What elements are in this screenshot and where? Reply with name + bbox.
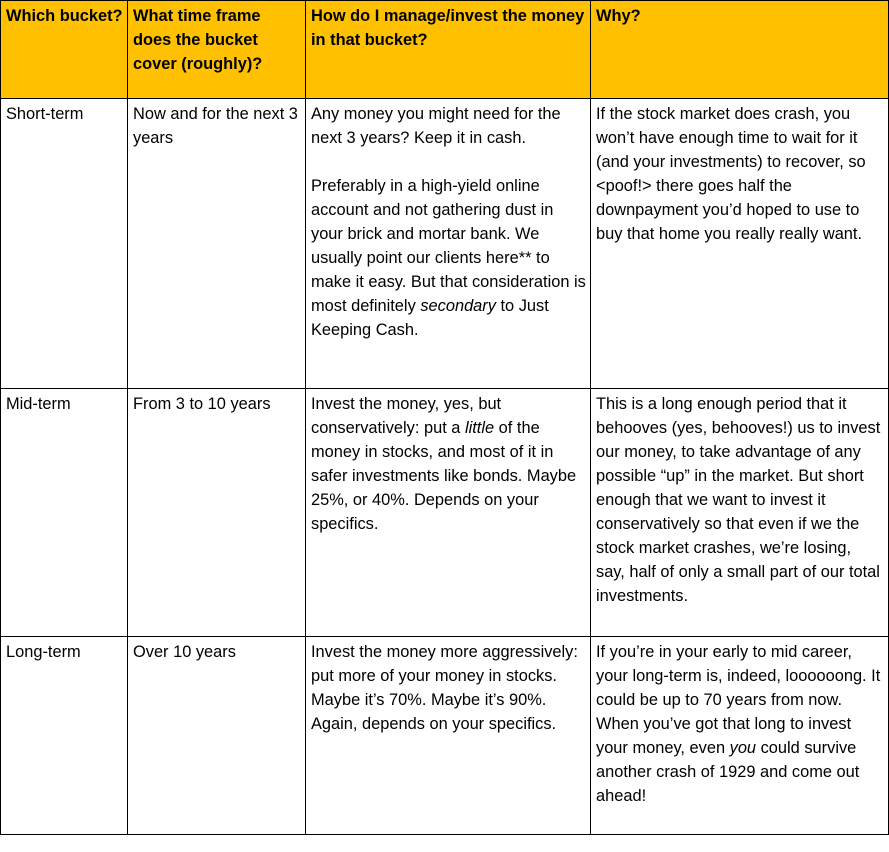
cell-bucket: Short-term — [1, 99, 128, 389]
manage-text-a: Preferably in a high-yield online account and not gathering dust in your brick and mortar bank. We usually point our clients here** to make it easy. But that consideration is most definitely — [311, 177, 586, 315]
cell-manage — [306, 99, 591, 389]
table-row-short-term — [1, 99, 889, 389]
cell-manage — [306, 389, 591, 637]
cell-why: This is a long enough period that it behooves (yes, behooves!) us to invest our money, to take advantage of any possible “up” in the market. But short enough that we want to invest it conservatively so that even if we the stock market crashes, we’re losing, say, half of only a small part of our total investments. — [591, 389, 889, 637]
manage-emphasis: little — [464, 419, 495, 437]
cell-timeframe: Over 10 years — [128, 637, 306, 835]
table-row-long-term — [1, 637, 889, 835]
why-text-b: could survive another crash of 1929 and come out ahead! — [596, 739, 860, 805]
header-manage: How do I manage/invest the money in that bucket? — [306, 1, 591, 99]
header-bucket: Which bucket? — [1, 1, 128, 99]
manage-text-a: Invest the money, yes, but conservatively: put a — [311, 395, 502, 437]
cell-bucket: Mid-term — [1, 389, 128, 637]
cell-manage: Invest the money more aggressively: put more of your money in stocks. Maybe it’s 70%. Maybe it’s 90%. Again, depends on your specifics. — [306, 637, 591, 835]
cell-timeframe: From 3 to 10 years — [128, 389, 306, 637]
manage-text-b: of the money in stocks, and most of it in safer investments like bonds. Maybe 25%, or 40%. Depends on your specifics. — [311, 419, 577, 533]
why-emphasis: you — [729, 739, 757, 757]
cell-bucket: Long-term — [1, 637, 128, 835]
cell-timeframe: Now and for the next 3 years — [128, 99, 306, 389]
manage-paragraph-2 — [311, 174, 586, 342]
header-timeframe: What time frame does the bucket cover (roughly)? — [128, 1, 306, 99]
manage-emphasis: secondary — [420, 297, 496, 315]
cell-why — [591, 637, 889, 835]
table-row-mid-term — [1, 389, 889, 637]
manage-paragraph-1: Any money you might need for the next 3 years? Keep it in cash. — [311, 105, 561, 147]
header-row — [1, 1, 889, 99]
cell-why: If the stock market does crash, you won’t have enough time to wait for it (and your investments) to recover, so <poof!> there goes half the downpayment you’d hoped to use to buy that home you really really want. — [591, 99, 889, 389]
why-text-a: If you’re in your early to mid career, your long-term is, indeed, loooooong. It could be up to 70 years from now. When you’ve got that long to invest your money, even — [596, 643, 881, 757]
manage-text-b: to Just Keeping Cash. — [311, 297, 549, 339]
header-why: Why? — [591, 1, 889, 99]
